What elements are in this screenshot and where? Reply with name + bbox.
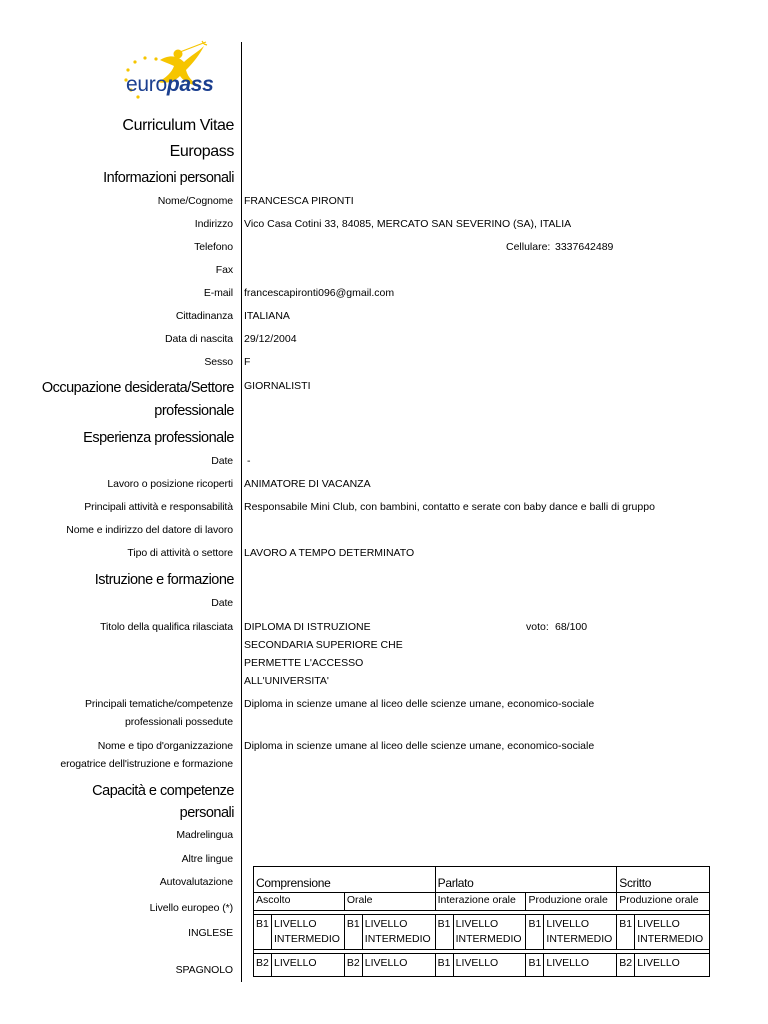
label-fax: Fax	[215, 264, 233, 276]
label-sex: Sesso	[204, 356, 233, 368]
level-code: B1	[526, 915, 544, 950]
group-scritto: Scritto	[617, 867, 710, 893]
language-name-english: INGLESE	[188, 927, 233, 939]
value-edu-qualification-4: ALL'UNIVERSITA'	[244, 675, 329, 687]
level-desc: LIVELLO	[544, 954, 617, 977]
value-sex: F	[244, 356, 251, 368]
label-exp-type: Tipo di attività o settore	[127, 547, 233, 559]
level-code: B1	[344, 915, 362, 950]
value-birth-date: 29/12/2004	[244, 333, 297, 345]
level-desc: LIVELLO INTERMEDIO	[453, 915, 526, 950]
subheader-interazione-orale: Interazione orale	[435, 893, 526, 911]
label-self-assessment: Autovalutazione	[159, 876, 233, 888]
level-code: B2	[254, 954, 272, 977]
level-desc: LIVELLO INTERMEDIO	[635, 915, 710, 950]
group-parlato: Parlato	[435, 867, 617, 893]
level-desc: LIVELLO	[271, 954, 344, 977]
subheader-ascolto: Ascolto	[254, 893, 345, 911]
label-exp-activities: Principali attività e responsabilità	[84, 501, 233, 513]
level-desc: LIVELLO	[453, 954, 526, 977]
label-edu-topics-1: Principali tematiche/competenze	[84, 698, 233, 710]
language-row-spanish	[254, 954, 710, 977]
section-heading-experience: Esperienza professionale	[83, 430, 234, 446]
level-code: B2	[344, 954, 362, 977]
value-edu-qualification-1: DIPLOMA DI ISTRUZIONE	[244, 621, 371, 633]
subheader-orale: Orale	[344, 893, 435, 911]
value-exp-date: -	[247, 455, 251, 467]
value-edu-qualification-3: PERMETTE L'ACCESSO	[244, 657, 364, 669]
level-code: B1	[526, 954, 544, 977]
label-name: Nome/Cognome	[157, 195, 233, 207]
value-address: Vico Casa Cotini 33, 84085, MERCATO SAN SEVERINO (SA), ITALIA	[244, 218, 572, 230]
logo-suffix: pass	[166, 73, 214, 96]
level-desc: LIVELLO INTERMEDIO	[362, 915, 435, 950]
logo-prefix: euro	[126, 73, 167, 96]
label-citizenship: Cittadinanza	[175, 310, 233, 322]
value-exp-position: ANIMATORE DI VACANZA	[244, 478, 371, 490]
label-edu-org-1: Nome e tipo d'organizzazione	[97, 740, 233, 752]
value-citizenship: ITALIANA	[244, 310, 290, 322]
grade-label: voto:	[526, 621, 549, 633]
section-heading-skills: Capacità e competenze	[92, 783, 234, 799]
label-edu-topics-2: professionali possedute	[124, 716, 233, 728]
language-table	[253, 866, 710, 977]
subheader-produzione-orale: Produzione orale	[526, 893, 617, 911]
value-edu-topics: Diploma in scienze umane al liceo delle scienze umane, economico-sociale	[244, 698, 595, 710]
label-exp-position: Lavoro o posizione ricoperti	[107, 478, 233, 490]
section-heading-education: Istruzione e formazione	[94, 572, 234, 588]
label-phone: Telefono	[194, 241, 233, 253]
cv-subtitle: Europass	[169, 143, 234, 160]
label-address: Indirizzo	[194, 218, 233, 230]
value-edu-qualification-2: SECONDARIA SUPERIORE CHE	[244, 639, 403, 651]
level-code: B2	[617, 954, 635, 977]
label-european-level: Livello europeo (*)	[149, 902, 233, 914]
mobile-label: Cellulare:	[506, 241, 551, 253]
cv-title: Curriculum Vitae	[122, 117, 234, 134]
label-exp-employer: Nome e indirizzo del datore di lavoro	[66, 524, 233, 536]
level-desc: LIVELLO INTERMEDIO	[544, 915, 617, 950]
value-email: francescapironti096@gmail.com	[244, 287, 395, 299]
column-divider	[241, 42, 242, 982]
label-other-languages: Altre lingue	[181, 853, 233, 865]
label-edu-org-2: erogatrice dell'istruzione e formazione	[60, 758, 233, 770]
value-exp-type: LAVORO A TEMPO DETERMINATO	[244, 547, 415, 559]
language-group-row	[254, 867, 710, 893]
label-birth-date: Data di nascita	[165, 333, 233, 345]
language-subheader-row	[254, 893, 710, 911]
label-email: E-mail	[203, 287, 233, 299]
section-heading-personal: Informazioni personali	[103, 170, 234, 186]
section-heading-occupation: Occupazione desiderata/Settore	[41, 380, 234, 396]
level-code: B1	[435, 954, 453, 977]
value-exp-activities: Responsabile Mini Club, con bambini, contatto e serate con baby dance e balli di gruppo	[244, 501, 655, 513]
level-code: B1	[617, 915, 635, 950]
label-edu-date: Date	[211, 597, 233, 609]
label-mother-tongue: Madrelingua	[176, 829, 233, 841]
value-occupation: GIORNALISTI	[244, 380, 311, 392]
language-row-english	[254, 915, 710, 950]
grade-value: 68/100	[555, 621, 588, 633]
level-desc: LIVELLO	[362, 954, 435, 977]
level-desc: LIVELLO INTERMEDIO	[271, 915, 344, 950]
label-exp-date: Date	[211, 455, 233, 467]
level-desc: LIVELLO	[635, 954, 710, 977]
level-code: B1	[254, 915, 272, 950]
subheader-produzione-orale-scritto: Produzione orale	[617, 893, 710, 911]
value-edu-org: Diploma in scienze umane al liceo delle scienze umane, economico-sociale	[244, 740, 595, 752]
section-heading-occupation-2: professionale	[154, 403, 234, 419]
label-edu-qualification: Titolo della qualifica rilasciata	[100, 621, 233, 633]
europass-wordmark	[126, 73, 214, 97]
level-code: B1	[435, 915, 453, 950]
section-heading-skills-2: personali	[179, 805, 234, 821]
value-name: FRANCESCA PIRONTI	[244, 195, 354, 207]
group-comprensione: Comprensione	[254, 867, 436, 893]
mobile-value: 3337642489	[555, 241, 614, 253]
language-name-spanish: SPAGNOLO	[175, 964, 233, 976]
